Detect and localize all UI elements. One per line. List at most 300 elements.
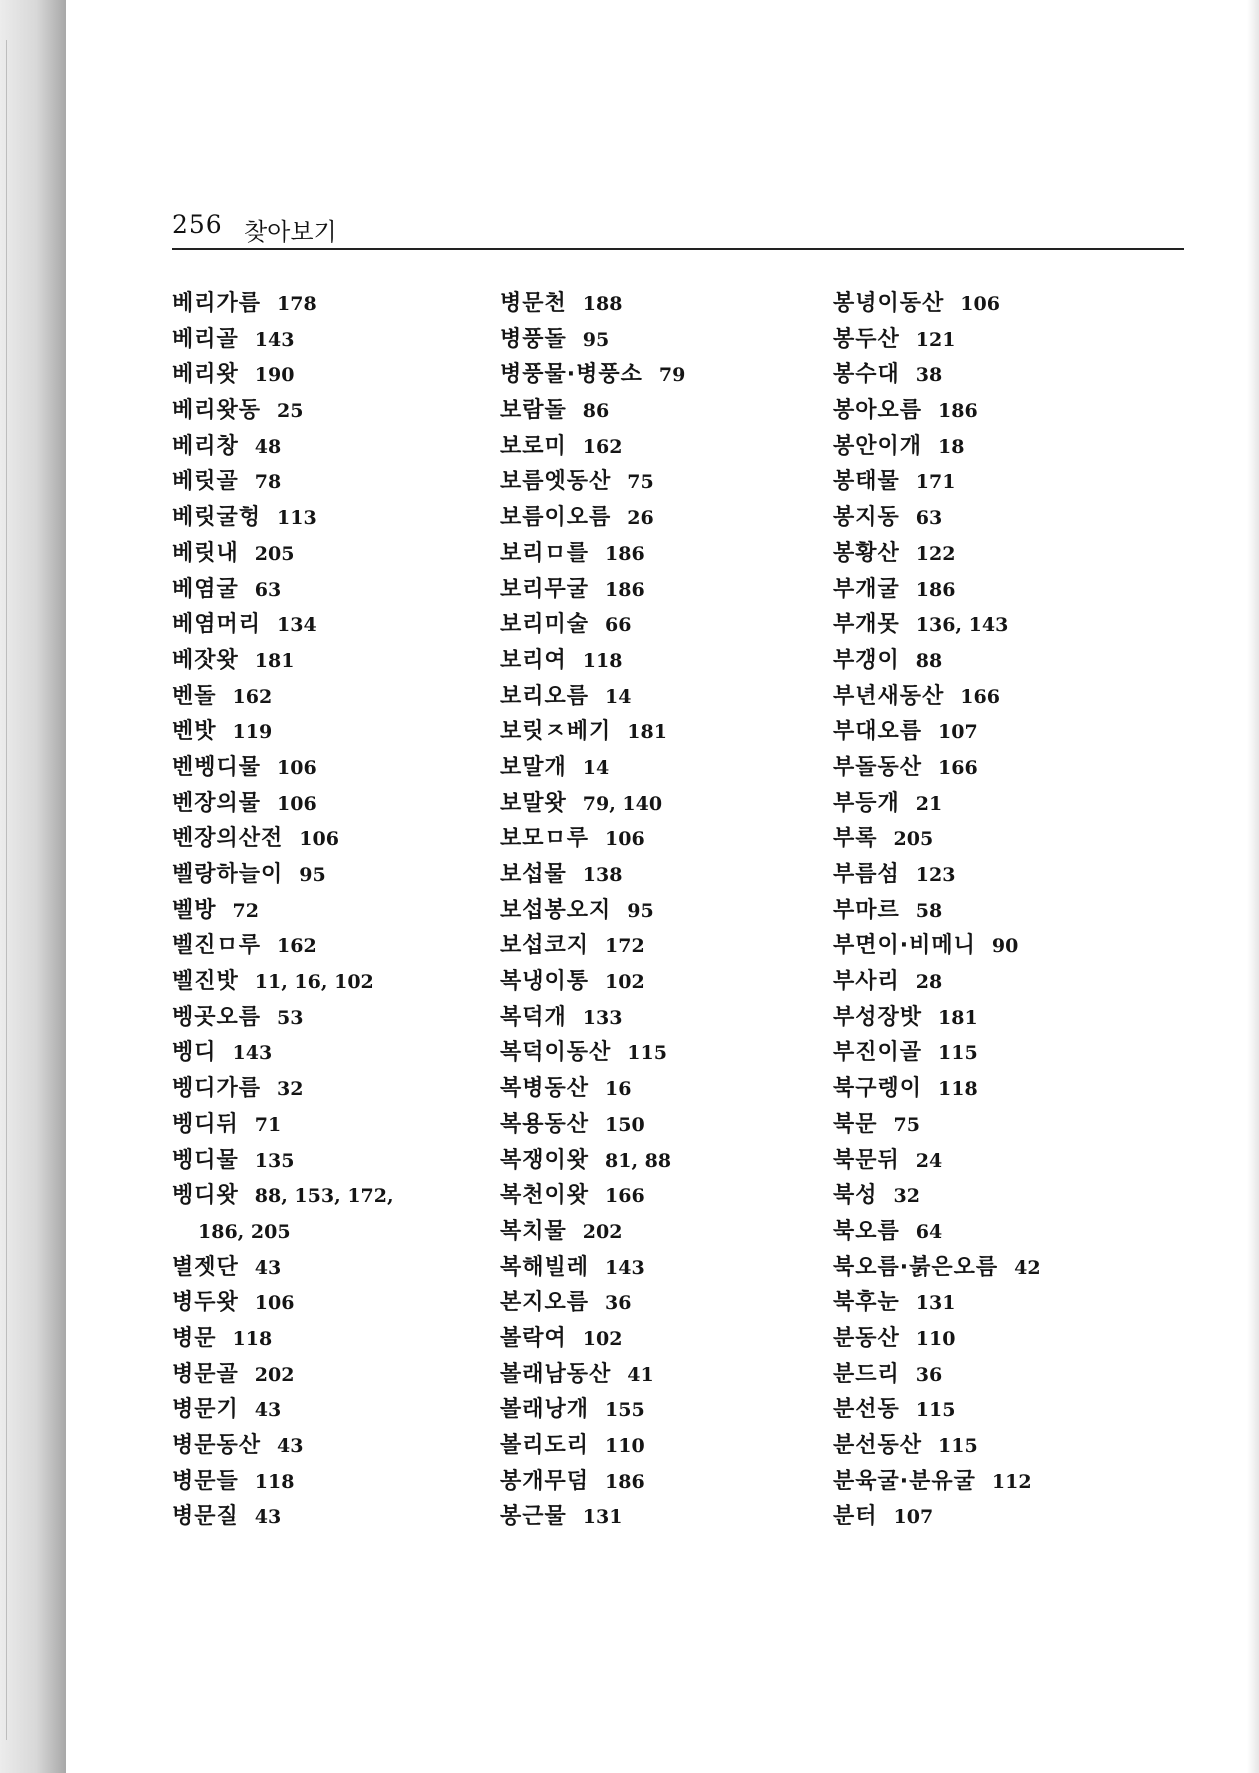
index-page-refs: 16 bbox=[605, 1078, 632, 1101]
index-term: 부대오름 bbox=[833, 719, 923, 745]
index-page-refs: 95 bbox=[627, 899, 654, 922]
index-page-refs: 90 bbox=[991, 935, 1019, 958]
index-page-refs: 102 bbox=[605, 971, 645, 994]
index-page-refs: 25 bbox=[277, 400, 304, 423]
index-entry bbox=[833, 286, 1153, 322]
index-entry bbox=[500, 1392, 820, 1428]
index-entry bbox=[833, 1428, 1153, 1464]
index-entry bbox=[172, 357, 492, 393]
index-term: 복치물 bbox=[500, 1218, 567, 1244]
index-entry bbox=[833, 500, 1153, 536]
index-term: 북성 bbox=[833, 1183, 878, 1209]
index-term: 봉녕이동산 bbox=[833, 291, 945, 316]
index-page-refs: 36 bbox=[915, 1363, 943, 1386]
index-page-refs: 36 bbox=[605, 1292, 632, 1315]
index-entry bbox=[500, 1285, 820, 1321]
index-page-refs: 118 bbox=[232, 1327, 273, 1350]
index-term: 보람돌 bbox=[500, 398, 567, 424]
index-page-refs: 162 bbox=[232, 685, 273, 708]
index-term: 부사리 bbox=[833, 969, 900, 995]
index-entry bbox=[833, 1071, 1153, 1107]
index-entry bbox=[500, 429, 820, 465]
index-page-refs: 188 bbox=[582, 293, 623, 315]
index-term: 병두왓 bbox=[172, 1290, 239, 1316]
index-page-refs: 123 bbox=[915, 864, 956, 886]
index-page-refs: 72 bbox=[232, 899, 259, 922]
index-term: 봉두산 bbox=[833, 326, 900, 352]
index-entry bbox=[172, 429, 492, 465]
index-entry bbox=[500, 572, 820, 608]
index-entry bbox=[172, 821, 492, 857]
index-term: 보말개 bbox=[500, 754, 567, 780]
index-page-refs: 107 bbox=[893, 1506, 934, 1529]
index-entry bbox=[172, 607, 492, 643]
index-term: 봉수대 bbox=[833, 362, 900, 388]
index-page-refs: 75 bbox=[893, 1113, 920, 1136]
index-term: 부등개 bbox=[833, 790, 900, 816]
index-term: 베리가름 bbox=[172, 291, 262, 316]
index-entry bbox=[500, 821, 820, 857]
index-page-refs: 14 bbox=[582, 756, 610, 779]
index-entry bbox=[500, 357, 820, 393]
index-term: 부마르 bbox=[833, 897, 900, 923]
index-term: 베릿굴헝 bbox=[172, 505, 262, 531]
index-entry bbox=[833, 607, 1153, 643]
index-page-refs: 106 bbox=[277, 792, 317, 815]
index-term: 벨진밧 bbox=[172, 969, 239, 995]
index-entry bbox=[500, 393, 820, 429]
index-page-refs: 143 bbox=[605, 1256, 645, 1279]
index-term: 병문들 bbox=[172, 1468, 239, 1494]
index-term: 북후눈 bbox=[833, 1290, 900, 1316]
index-page-refs: 138 bbox=[582, 864, 623, 886]
index-term: 벨진ㅁ루 bbox=[172, 933, 262, 959]
index-term: 복천이왓 bbox=[500, 1183, 590, 1209]
page-edge-shadow bbox=[1247, 0, 1259, 1773]
index-entry bbox=[500, 1250, 820, 1286]
index-page-refs: 162 bbox=[277, 935, 317, 958]
index-page-refs: 186 bbox=[938, 400, 978, 423]
index-page-refs: 24 bbox=[915, 1149, 943, 1172]
index-page-refs: 134 bbox=[277, 614, 317, 637]
index-term: 분터 bbox=[833, 1504, 878, 1530]
book-spine-edge bbox=[0, 0, 68, 1773]
index-page-refs: 131 bbox=[582, 1506, 623, 1529]
index-term: 베릿골 bbox=[172, 469, 239, 495]
index-page-refs: 190 bbox=[254, 364, 295, 387]
index-entry bbox=[833, 357, 1153, 393]
index-page-refs: 181 bbox=[938, 1006, 978, 1029]
index-entry bbox=[172, 464, 492, 500]
index-term: 부진이골 bbox=[833, 1040, 923, 1066]
index-entry bbox=[172, 1000, 492, 1036]
index-term: 복용동산 bbox=[500, 1111, 590, 1137]
index-page-refs: 122 bbox=[915, 542, 956, 565]
index-entry bbox=[172, 750, 492, 786]
index-entry bbox=[500, 1143, 820, 1179]
index-term: 보섭물 bbox=[500, 862, 567, 887]
index-term: 별젯단 bbox=[172, 1254, 239, 1280]
index-entry bbox=[833, 679, 1153, 715]
index-page-refs: 43 bbox=[254, 1399, 282, 1422]
index-column-1 bbox=[172, 286, 492, 1535]
index-entry bbox=[500, 857, 820, 893]
index-page-refs: 143 bbox=[232, 1042, 273, 1065]
index-entry bbox=[500, 1071, 820, 1107]
index-term: 벤장의산전 bbox=[172, 826, 284, 852]
index-entry bbox=[500, 464, 820, 500]
index-term: 벵곳오름 bbox=[172, 1004, 262, 1030]
index-term: 부년새동산 bbox=[833, 683, 945, 709]
index-entry bbox=[172, 1178, 492, 1214]
index-page-refs: 43 bbox=[254, 1506, 282, 1529]
index-page-refs: 81, 88 bbox=[605, 1149, 672, 1172]
index-term: 보로미 bbox=[500, 433, 567, 459]
index-page-refs: 181 bbox=[254, 649, 295, 672]
index-page-refs: 205 bbox=[254, 542, 295, 565]
index-entry bbox=[172, 786, 492, 822]
index-page-refs: 88, 153, 172, bbox=[254, 1185, 394, 1208]
index-entry bbox=[172, 1071, 492, 1107]
index-entry bbox=[833, 750, 1153, 786]
index-term: 봉아오름 bbox=[833, 398, 923, 424]
index-entry bbox=[172, 1143, 492, 1179]
index-entry bbox=[833, 821, 1153, 857]
index-entry bbox=[833, 1035, 1153, 1071]
index-page-refs: 26 bbox=[627, 507, 654, 530]
index-page-refs: 186, 205 bbox=[198, 1220, 291, 1243]
index-entry bbox=[500, 500, 820, 536]
index-page-refs: 131 bbox=[915, 1292, 956, 1315]
index-entry bbox=[833, 1214, 1153, 1250]
index-entry bbox=[172, 679, 492, 715]
index-page-refs: 48 bbox=[254, 435, 282, 458]
index-page-refs: 178 bbox=[277, 293, 317, 315]
index-term: 벵디왓 bbox=[172, 1183, 239, 1209]
index-entry bbox=[172, 1499, 492, 1535]
index-entry bbox=[500, 643, 820, 679]
index-term: 베릿내 bbox=[172, 540, 239, 566]
index-term: 보섭봉오지 bbox=[500, 897, 612, 923]
index-entry bbox=[833, 1392, 1153, 1428]
index-entry bbox=[172, 393, 492, 429]
index-term: 부름섬 bbox=[833, 862, 900, 887]
index-entry bbox=[172, 1392, 492, 1428]
index-entry bbox=[833, 393, 1153, 429]
index-term: 봉태물 bbox=[833, 469, 900, 495]
index-page-refs: 88 bbox=[915, 649, 943, 672]
index-entry bbox=[172, 1035, 492, 1071]
index-entry bbox=[500, 1214, 820, 1250]
index-entry bbox=[172, 322, 492, 358]
index-entry bbox=[500, 1321, 820, 1357]
index-term: 복덕개 bbox=[500, 1004, 567, 1030]
index-term: 벨방 bbox=[172, 897, 217, 923]
index-term: 보모ㅁ루 bbox=[500, 826, 590, 852]
index-term: 부돌동산 bbox=[833, 754, 923, 780]
index-page-refs: 38 bbox=[915, 364, 943, 387]
index-page-refs: 63 bbox=[254, 578, 282, 601]
index-entry bbox=[500, 679, 820, 715]
index-page-refs: 133 bbox=[582, 1006, 623, 1029]
index-entry bbox=[500, 750, 820, 786]
index-page-refs: 106 bbox=[605, 828, 645, 851]
index-term: 병문기 bbox=[172, 1397, 239, 1423]
index-term: 보리무굴 bbox=[500, 576, 590, 602]
index-term: 복해빌레 bbox=[500, 1254, 590, 1280]
index-page-refs: 115 bbox=[627, 1042, 667, 1065]
index-term: 북문뒤 bbox=[833, 1147, 900, 1173]
index-term: 베리골 bbox=[172, 326, 239, 352]
index-page-refs: 115 bbox=[938, 1042, 978, 1065]
index-term: 북구렝이 bbox=[833, 1076, 923, 1102]
index-term: 북오름·붉은오름 bbox=[833, 1254, 999, 1280]
index-page-refs: 32 bbox=[893, 1185, 920, 1208]
index-entry bbox=[172, 1250, 492, 1286]
index-term: 부록 bbox=[833, 826, 878, 852]
index-entry bbox=[833, 464, 1153, 500]
index-page-refs: 121 bbox=[915, 328, 956, 351]
index-entry bbox=[833, 536, 1153, 572]
index-term: 볼리도리 bbox=[500, 1433, 590, 1458]
index-term: 분동산 bbox=[833, 1325, 900, 1351]
index-term: 볼래남동산 bbox=[500, 1361, 612, 1387]
index-page-refs: 63 bbox=[915, 507, 943, 530]
index-entry bbox=[500, 1499, 820, 1535]
index-page-refs: 166 bbox=[938, 756, 978, 779]
index-entry bbox=[172, 928, 492, 964]
index-term: 부개못 bbox=[833, 612, 900, 638]
index-page-refs: 136, 143 bbox=[915, 614, 1009, 637]
index-entry bbox=[172, 643, 492, 679]
index-entry bbox=[833, 1107, 1153, 1143]
index-entry bbox=[172, 500, 492, 536]
index-page-refs: 172 bbox=[605, 935, 645, 958]
index-entry bbox=[833, 1464, 1153, 1500]
index-term: 병문동산 bbox=[172, 1433, 262, 1458]
index-entry bbox=[172, 893, 492, 929]
index-page-refs: 42 bbox=[1014, 1256, 1041, 1279]
index-page-refs: 95 bbox=[299, 864, 326, 886]
index-term: 부면이·비메니 bbox=[833, 933, 976, 959]
index-page-refs: 43 bbox=[254, 1256, 282, 1279]
index-page-refs: 106 bbox=[960, 293, 1000, 315]
index-entry bbox=[172, 1285, 492, 1321]
index-term: 부개굴 bbox=[833, 576, 900, 602]
index-term: 북문 bbox=[833, 1111, 878, 1137]
running-head bbox=[172, 208, 1184, 250]
index-page-refs: 79 bbox=[658, 364, 686, 387]
index-entry bbox=[833, 964, 1153, 1000]
index-page-refs: 166 bbox=[605, 1185, 645, 1208]
index-term: 부갱이 bbox=[833, 647, 900, 673]
index-term: 보름이오름 bbox=[500, 505, 612, 531]
index-page-refs: 110 bbox=[915, 1327, 956, 1350]
index-page-refs: 135 bbox=[254, 1149, 295, 1172]
index-entry bbox=[833, 928, 1153, 964]
index-entry bbox=[833, 786, 1153, 822]
index-entry bbox=[833, 1499, 1153, 1535]
index-page-refs: 58 bbox=[915, 899, 943, 922]
index-term: 봉지동 bbox=[833, 505, 900, 531]
index-page-refs: 28 bbox=[915, 971, 943, 994]
index-page-refs: 107 bbox=[938, 721, 978, 744]
index-page-refs: 181 bbox=[627, 721, 667, 744]
index-entry bbox=[833, 1250, 1153, 1286]
index-page-refs: 119 bbox=[232, 721, 273, 744]
index-entry bbox=[500, 1107, 820, 1143]
index-page-refs: 64 bbox=[915, 1220, 943, 1243]
index-term: 벤장의물 bbox=[172, 790, 262, 816]
index-entry bbox=[833, 572, 1153, 608]
index-term: 보섭코지 bbox=[500, 933, 590, 959]
index-entry bbox=[172, 1464, 492, 1500]
index-entry bbox=[500, 536, 820, 572]
index-term: 병풍물·병풍소 bbox=[500, 362, 643, 388]
index-page-refs: 115 bbox=[915, 1399, 956, 1422]
index-entry bbox=[500, 964, 820, 1000]
index-term: 봉근물 bbox=[500, 1504, 567, 1530]
index-term: 분선동산 bbox=[833, 1433, 923, 1458]
index-entry bbox=[172, 857, 492, 893]
index-page-refs: 78 bbox=[254, 471, 282, 494]
index-term: 베리왓 bbox=[172, 362, 239, 388]
index-term: 베리왓동 bbox=[172, 398, 262, 424]
index-term: 보리오름 bbox=[500, 683, 590, 709]
index-entry bbox=[833, 1000, 1153, 1036]
index-page-refs: 118 bbox=[938, 1078, 978, 1101]
index-entry bbox=[500, 893, 820, 929]
index-column-3 bbox=[833, 286, 1153, 1535]
index-page-refs: 53 bbox=[277, 1006, 304, 1029]
index-term: 본지오름 bbox=[500, 1290, 590, 1316]
index-column-2 bbox=[500, 286, 820, 1535]
index-entry bbox=[500, 1464, 820, 1500]
index-entry bbox=[833, 714, 1153, 750]
index-page-refs: 186 bbox=[605, 578, 645, 601]
index-page-refs: 21 bbox=[915, 792, 943, 815]
index-entry bbox=[500, 1428, 820, 1464]
index-page-refs: 106 bbox=[277, 756, 317, 779]
index-page-refs: 202 bbox=[254, 1363, 295, 1386]
index-page-refs: 115 bbox=[938, 1435, 978, 1457]
index-page-refs: 186 bbox=[605, 1470, 645, 1493]
index-entry bbox=[172, 1428, 492, 1464]
index-term: 분육굴·분유굴 bbox=[833, 1468, 976, 1494]
index-page-refs: 14 bbox=[605, 685, 632, 708]
page-number: 256 bbox=[172, 210, 223, 239]
index-entry bbox=[172, 1321, 492, 1357]
index-page-refs: 166 bbox=[960, 685, 1000, 708]
index-entry bbox=[833, 1321, 1153, 1357]
index-entry bbox=[833, 322, 1153, 358]
index-term: 보리여 bbox=[500, 647, 567, 673]
index-term: 보리ㅁ를 bbox=[500, 540, 590, 566]
index-page-refs: 113 bbox=[277, 507, 317, 530]
index-term: 보름엣동산 bbox=[500, 469, 612, 495]
index-entry bbox=[172, 714, 492, 750]
index-page-refs: 118 bbox=[254, 1470, 295, 1493]
index-entry bbox=[833, 893, 1153, 929]
index-entry bbox=[500, 786, 820, 822]
index-entry bbox=[833, 1357, 1153, 1393]
index-term: 봉황산 bbox=[833, 540, 900, 566]
index-term: 봉안이개 bbox=[833, 433, 923, 459]
index-page-refs: 106 bbox=[254, 1292, 295, 1315]
index-term: 볼락여 bbox=[500, 1325, 567, 1351]
index-term: 병문질 bbox=[172, 1504, 239, 1530]
index-entry bbox=[833, 1178, 1153, 1214]
index-term: 분드리 bbox=[833, 1361, 900, 1387]
index-term: 부성장밧 bbox=[833, 1004, 923, 1030]
index-term: 복덕이동산 bbox=[500, 1040, 612, 1066]
index-entry bbox=[172, 1107, 492, 1143]
index-entry bbox=[172, 964, 492, 1000]
index-term: 벵디물 bbox=[172, 1147, 239, 1173]
index-entry bbox=[833, 643, 1153, 679]
index-page-refs: 150 bbox=[605, 1113, 645, 1136]
index-page-refs: 186 bbox=[605, 542, 645, 565]
index-term: 베염굴 bbox=[172, 576, 239, 602]
index-page-refs: 205 bbox=[893, 828, 934, 851]
index-term: 벤돌 bbox=[172, 683, 217, 709]
index-entry bbox=[500, 1178, 820, 1214]
index-page-refs: 162 bbox=[582, 435, 623, 458]
index-entry bbox=[172, 572, 492, 608]
index-entry bbox=[833, 429, 1153, 465]
index-entry bbox=[500, 928, 820, 964]
index-page-refs: 110 bbox=[605, 1435, 645, 1457]
index-page-refs: 43 bbox=[277, 1435, 304, 1457]
index-page-refs: 186 bbox=[915, 578, 956, 601]
index-page-refs: 112 bbox=[991, 1470, 1032, 1493]
index-page-refs: 75 bbox=[627, 471, 654, 494]
index-entry bbox=[172, 1357, 492, 1393]
index-entry bbox=[833, 1143, 1153, 1179]
index-page-refs: 155 bbox=[605, 1399, 645, 1422]
index-entry bbox=[500, 286, 820, 322]
index-term: 벤밧 bbox=[172, 719, 217, 745]
index-term: 복병동산 bbox=[500, 1076, 590, 1102]
index-page-refs: 18 bbox=[938, 435, 965, 458]
index-page-refs: 66 bbox=[605, 614, 632, 637]
index-entry bbox=[500, 607, 820, 643]
index-page-refs: 118 bbox=[582, 649, 623, 672]
index-term: 벵디뒤 bbox=[172, 1111, 239, 1137]
index-entry bbox=[500, 1000, 820, 1036]
index-page-refs: 95 bbox=[582, 328, 610, 351]
index-page-refs: 71 bbox=[254, 1113, 282, 1136]
index-page-refs: 106 bbox=[299, 828, 339, 851]
index-page-refs: 41 bbox=[627, 1363, 654, 1386]
index-term: 벵디 bbox=[172, 1040, 217, 1066]
section-title: 찾아보기 bbox=[244, 218, 337, 246]
index-term: 북오름 bbox=[833, 1218, 900, 1244]
index-entry bbox=[833, 1285, 1153, 1321]
index-entry-continuation bbox=[172, 1214, 492, 1250]
index-entry bbox=[500, 322, 820, 358]
index-page-refs: 102 bbox=[582, 1327, 623, 1350]
index-term: 복쟁이왓 bbox=[500, 1147, 590, 1173]
index-page-refs: 202 bbox=[582, 1220, 623, 1243]
index-term: 병문천 bbox=[500, 291, 567, 316]
index-term: 보리미술 bbox=[500, 612, 590, 638]
index-term: 볼래낭개 bbox=[500, 1397, 590, 1423]
index-entry bbox=[833, 857, 1153, 893]
index-term: 베잣왓 bbox=[172, 647, 239, 673]
index-page-refs: 86 bbox=[582, 400, 610, 423]
index-page-refs: 79, 140 bbox=[582, 792, 663, 815]
